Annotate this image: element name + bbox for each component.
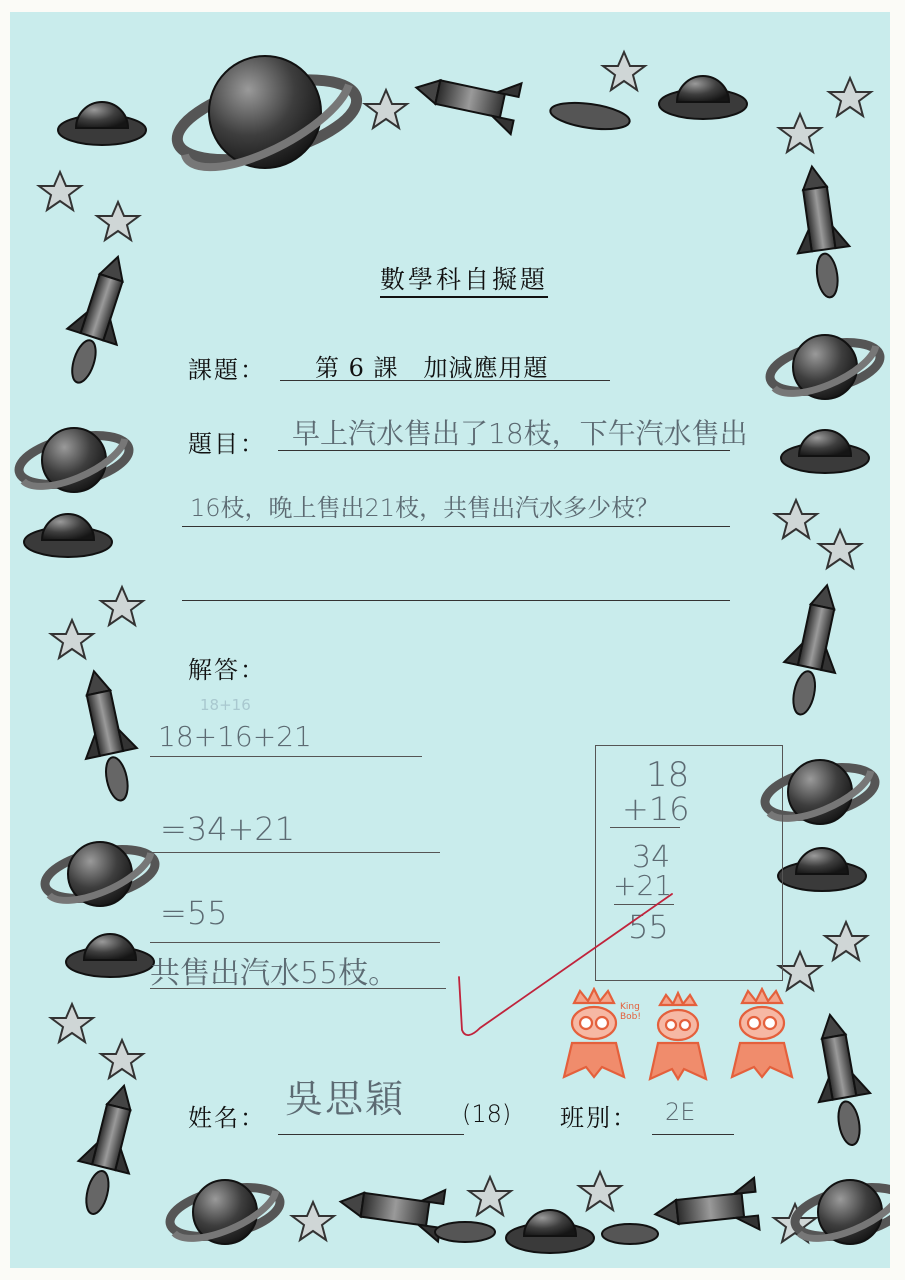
work-line-3: =55 [160,894,228,932]
calc-partial-sum: 34 [632,840,671,875]
name-label: 姓名： [188,1104,266,1132]
name-underline [278,1134,464,1135]
question-line-1: 早上汽水售出了18枝，下午汽水售出 [292,417,748,450]
answer-label: 解答： [188,656,266,684]
student-number: (18) [462,1100,512,1128]
topic-value: 第 6 課 加減應用題 [315,354,549,382]
class-label: 班別： [560,1104,638,1132]
calc-result: 55 [628,908,669,946]
topic-label: 課題： [188,356,266,384]
class-value: 2E [665,1098,696,1126]
worksheet-page [10,12,890,1268]
work-line-1: 18+16+21 [158,720,312,753]
calc-addend-1: 18 [646,755,690,795]
question-line-2: 16枝，晚上售出21枝，共售出汽水多少枝？ [190,494,660,522]
name-value: 吳思穎 [285,1077,406,1121]
calc-addend-2: +16 [622,790,690,828]
calc-addend-3: +21 [613,869,673,902]
minion-stamp-icon [550,987,810,1087]
stamp-text: King Bob! [620,1002,642,1022]
class-underline [652,1134,734,1135]
erased-note: 18+16 [200,696,251,714]
answer-sentence: 共售出汽水55枝。 [150,956,399,991]
question-label: 題目： [188,430,266,458]
worksheet-title: 數學科自擬題 [380,265,549,294]
work-line-2: =34+21 [160,810,296,848]
